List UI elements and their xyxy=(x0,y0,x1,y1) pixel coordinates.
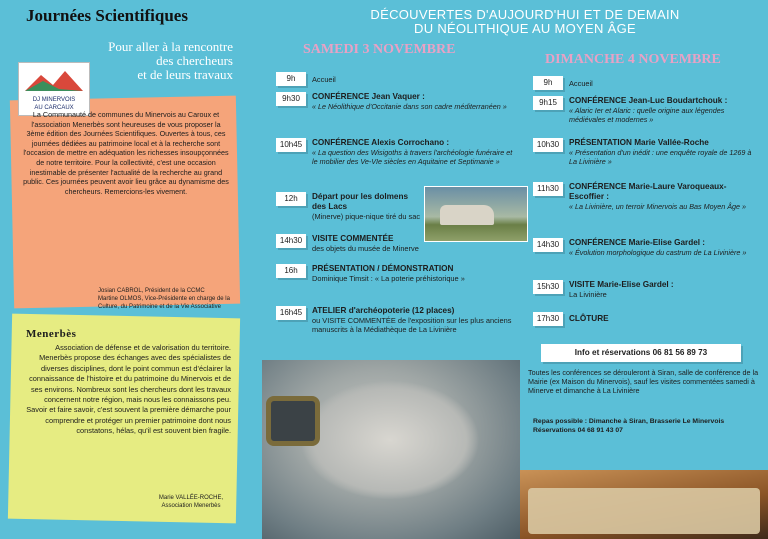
subtitle-line: des chercheurs xyxy=(156,53,233,68)
time-badge: 9h xyxy=(276,72,306,86)
hand-photo-detail xyxy=(300,380,480,500)
menerbes-signature xyxy=(146,494,236,510)
meal-notes: Repas possible : Dimanche à Siran, Brasserie Le Minervois Réservations 04 68 91 43 07 xyxy=(533,418,725,434)
header-line: DÉCOUVERTES D'AUJOURD'HUI ET DE DEMAIN xyxy=(370,7,680,22)
time-badge: 9h30 xyxy=(276,92,306,106)
event-title: CONFÉRENCE Marie-Laure Varoqueaux-Escoffier : xyxy=(569,182,727,201)
event xyxy=(312,306,517,334)
event xyxy=(312,264,517,283)
subtitle-line: Pour aller à la rencontre xyxy=(108,39,233,54)
mountain-logo-icon xyxy=(19,63,89,115)
event-title: PRÉSENTATION Marie Vallée-Roche xyxy=(569,138,709,147)
event-detail: Accueil xyxy=(569,79,593,88)
signature-line: Martine OLMOS, Vice-Présidente en charge de la Culture, du Patrimoine et de la Vie Associative xyxy=(98,296,230,310)
intro-text: La Communauté de communes du Minervois au Caroux et l'association Menerbès sont heureuses de vous proposer la 3ème édition des Journées Scientifiques. Ouvertes à tous, ces journées dédiées au patrimoine local et à la recherche sont l'occasion de mettre en adéquation les richesses insoupçonnées de notre territoire. Pour la collectivité, c'est une occasion inestimable de présenter l'actualité de la recherche au grand public. Ces journées peuvent avoir lieu grâce au dynamisme des chercheurs. Remercions-les vivement. xyxy=(23,110,229,196)
header-line: DU NÉOLITHIQUE AU MOYEN ÂGE xyxy=(414,21,636,36)
event-title: VISITE Marie-Elise Gardel : xyxy=(569,280,674,289)
event-title: PRÉSENTATION / DÉMONSTRATION xyxy=(312,264,454,273)
event-detail: « Le Néolithique d'Occitanie dans son cadre méditerranéen » xyxy=(312,102,507,111)
event-detail: « La Livinière, un terroir Minervois au Bas Moyen Âge » xyxy=(569,202,746,211)
event-title: CONFÉRENCE Alexis Corrochano : xyxy=(312,138,450,147)
event-title: CONFÉRENCE Jean Vaquer : xyxy=(312,92,425,101)
buckle-artifact xyxy=(266,396,320,446)
time-badge: 10h45 xyxy=(276,138,306,152)
time-badge: 11h30 xyxy=(533,182,563,196)
menerbes-title: Menerbès xyxy=(26,328,77,340)
event xyxy=(569,314,759,324)
event-detail: ou VISITE COMMENTÉE de l'exposition sur les plus anciens manuscrits à la Médiathèque de La Livinière xyxy=(312,316,512,335)
event xyxy=(312,138,517,166)
manuscript-page xyxy=(528,488,760,534)
event-title: CONFÉRENCE Jean-Luc Boudartchouk : xyxy=(569,96,728,105)
event-detail: « Présentation d'un inédit : une enquête royale de 1269 à La Livinière » xyxy=(569,148,752,166)
dolmen-stone xyxy=(440,205,494,225)
event-title: CONFÉRENCE Marie-Elise Gardel : xyxy=(569,238,706,247)
svg-text:DJ MINERVOIS: DJ MINERVOIS xyxy=(32,97,76,103)
event-detail: « Évolution morphologique du castrum de La Livinière » xyxy=(569,248,747,257)
signature-line: Marie VALLÉE-ROCHE, xyxy=(158,495,224,501)
sunday-schedule xyxy=(533,76,759,336)
event xyxy=(569,280,759,299)
venue-notes: Toutes les conférences se dérouleront à Siran, salle de conférence de la Mairie (ex Maison du Minervois), sauf les visites commentées samedi à Minerve et dimanche à La Livinière xyxy=(528,368,759,396)
info-reservation-badge: Info et réservations 06 81 56 89 73 xyxy=(541,344,741,362)
event xyxy=(569,182,759,211)
program-header xyxy=(290,8,760,36)
event xyxy=(312,92,517,111)
time-badge: 12h xyxy=(276,192,306,206)
time-badge: 14h30 xyxy=(533,238,563,252)
event-title: CLÔTURE xyxy=(569,314,609,323)
time-badge: 9h xyxy=(533,76,563,90)
signatures xyxy=(98,287,238,311)
event-detail: « La question des Wisigoths à travers l'archéologie funéraire et le mobilier des Ve-VIe siècles en Aquitaine et Septimanie » xyxy=(312,148,513,166)
event-title: ATELIER d'archéopoterie (12 places) xyxy=(312,306,455,315)
signature-line: Association Menerbès xyxy=(161,503,221,509)
event-detail: des objets du musée de Minerve xyxy=(312,244,419,253)
event xyxy=(569,138,759,166)
subtitle-line: et de leurs travaux xyxy=(137,67,233,82)
time-badge: 17h30 xyxy=(533,312,563,326)
svg-text:AU CARCAUX: AU CARCAUX xyxy=(34,105,74,111)
day-sunday-title: DIMANCHE 4 NOVEMBRE xyxy=(545,52,721,67)
logo xyxy=(18,62,90,116)
event xyxy=(312,192,422,221)
event-title: Départ pour les dolmens des Lacs xyxy=(312,192,408,211)
event xyxy=(569,96,759,124)
signature-line: Josian CABROL, Président de la CCMC xyxy=(98,288,205,294)
time-badge: 15h30 xyxy=(533,280,563,294)
day-saturday-title: SAMEDI 3 NOVEMBRE xyxy=(303,42,456,57)
event-detail: La Livinière xyxy=(569,290,607,299)
event-detail: Dominique Timsit : « La poterie préhistorique » xyxy=(312,274,465,283)
event-detail: (Minerve) pique-nique tiré du sac xyxy=(312,212,421,221)
event xyxy=(569,238,759,257)
menerbes-text: Association de défense et de valorisation du territoire. Menerbès propose des échanges avec des spécialistes de diverses disciplines, dont le point commun est d'éclairer la connaissance de l'histoire et du patrimoine du Minervois et de ses environs. Nombreux sont les chercheurs dont les travaux concernent notre région, mais nous les connaissons peu. Savoir et faire savoir, c'est souvent la première démarche pour comprendre et protéger un premier patrimoine dont nous constatons, hélas, qu'il est souvent bien fragile. xyxy=(26,343,231,436)
event-detail: « Alaric Ier et Alaric : quelle origine aux légendes médiévales et modernes » xyxy=(569,106,725,124)
time-badge: 16h45 xyxy=(276,306,306,320)
time-badge: 16h xyxy=(276,264,306,278)
event-detail: Accueil xyxy=(312,75,336,84)
time-badge: 10h30 xyxy=(533,138,563,152)
page-title: Journées Scientifiques xyxy=(26,6,188,25)
event-title: VISITE COMMENTÉE xyxy=(312,234,394,243)
time-badge: 14h30 xyxy=(276,234,306,248)
time-badge: 9h15 xyxy=(533,96,563,110)
